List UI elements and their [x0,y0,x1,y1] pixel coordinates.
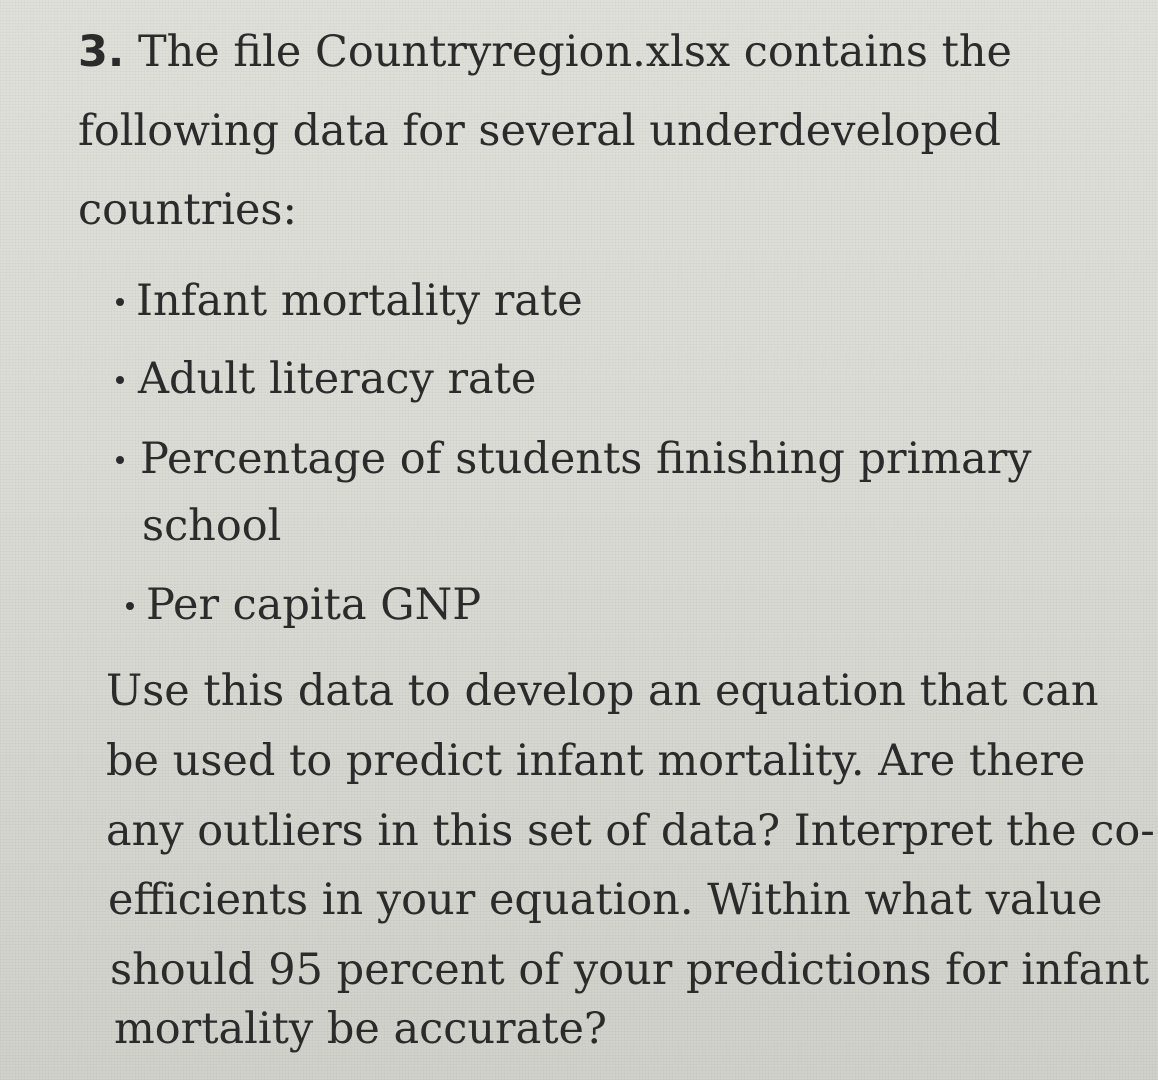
intro-text-line-1: The file Countryregion.xlsx contains the [137,27,1012,77]
list-item-text: Infant mortality rate [136,276,583,326]
list-item-text: Per capita GNP [146,580,482,630]
bullet-dot-icon [116,456,124,464]
question-number: 3. [78,27,125,77]
bullet-dot-icon [116,298,124,306]
list-item-text: Adult literacy rate [138,354,537,404]
question-intro-line-2 [78,105,1001,157]
intro-text-line-2: following data for several underdeveloped [78,106,1002,156]
question-intro-line-3 [78,184,297,236]
paragraph-line: Use this data to develop an equation that can [106,666,1099,716]
intro-text-line-3: countries: [78,185,297,235]
bullet-dot-icon [116,376,124,384]
paragraph-line: any outliers in this set of data? Interpret the co- [106,806,1155,856]
paragraph-line: mortality be accurate? [114,1004,607,1054]
paragraph-line: should 95 percent of your predictions for infant [110,945,1150,995]
list-item-text-line-2: school [142,501,282,551]
list-item-text-line-1: Percentage of students finishing primary [140,434,1032,484]
question-intro-line-1 [78,26,1012,78]
paragraph-line: be used to predict infant mortality. Are there [106,736,1086,786]
paragraph-line: efficients in your equation. Within what value [108,875,1103,925]
bullet-dot-icon [126,602,134,610]
